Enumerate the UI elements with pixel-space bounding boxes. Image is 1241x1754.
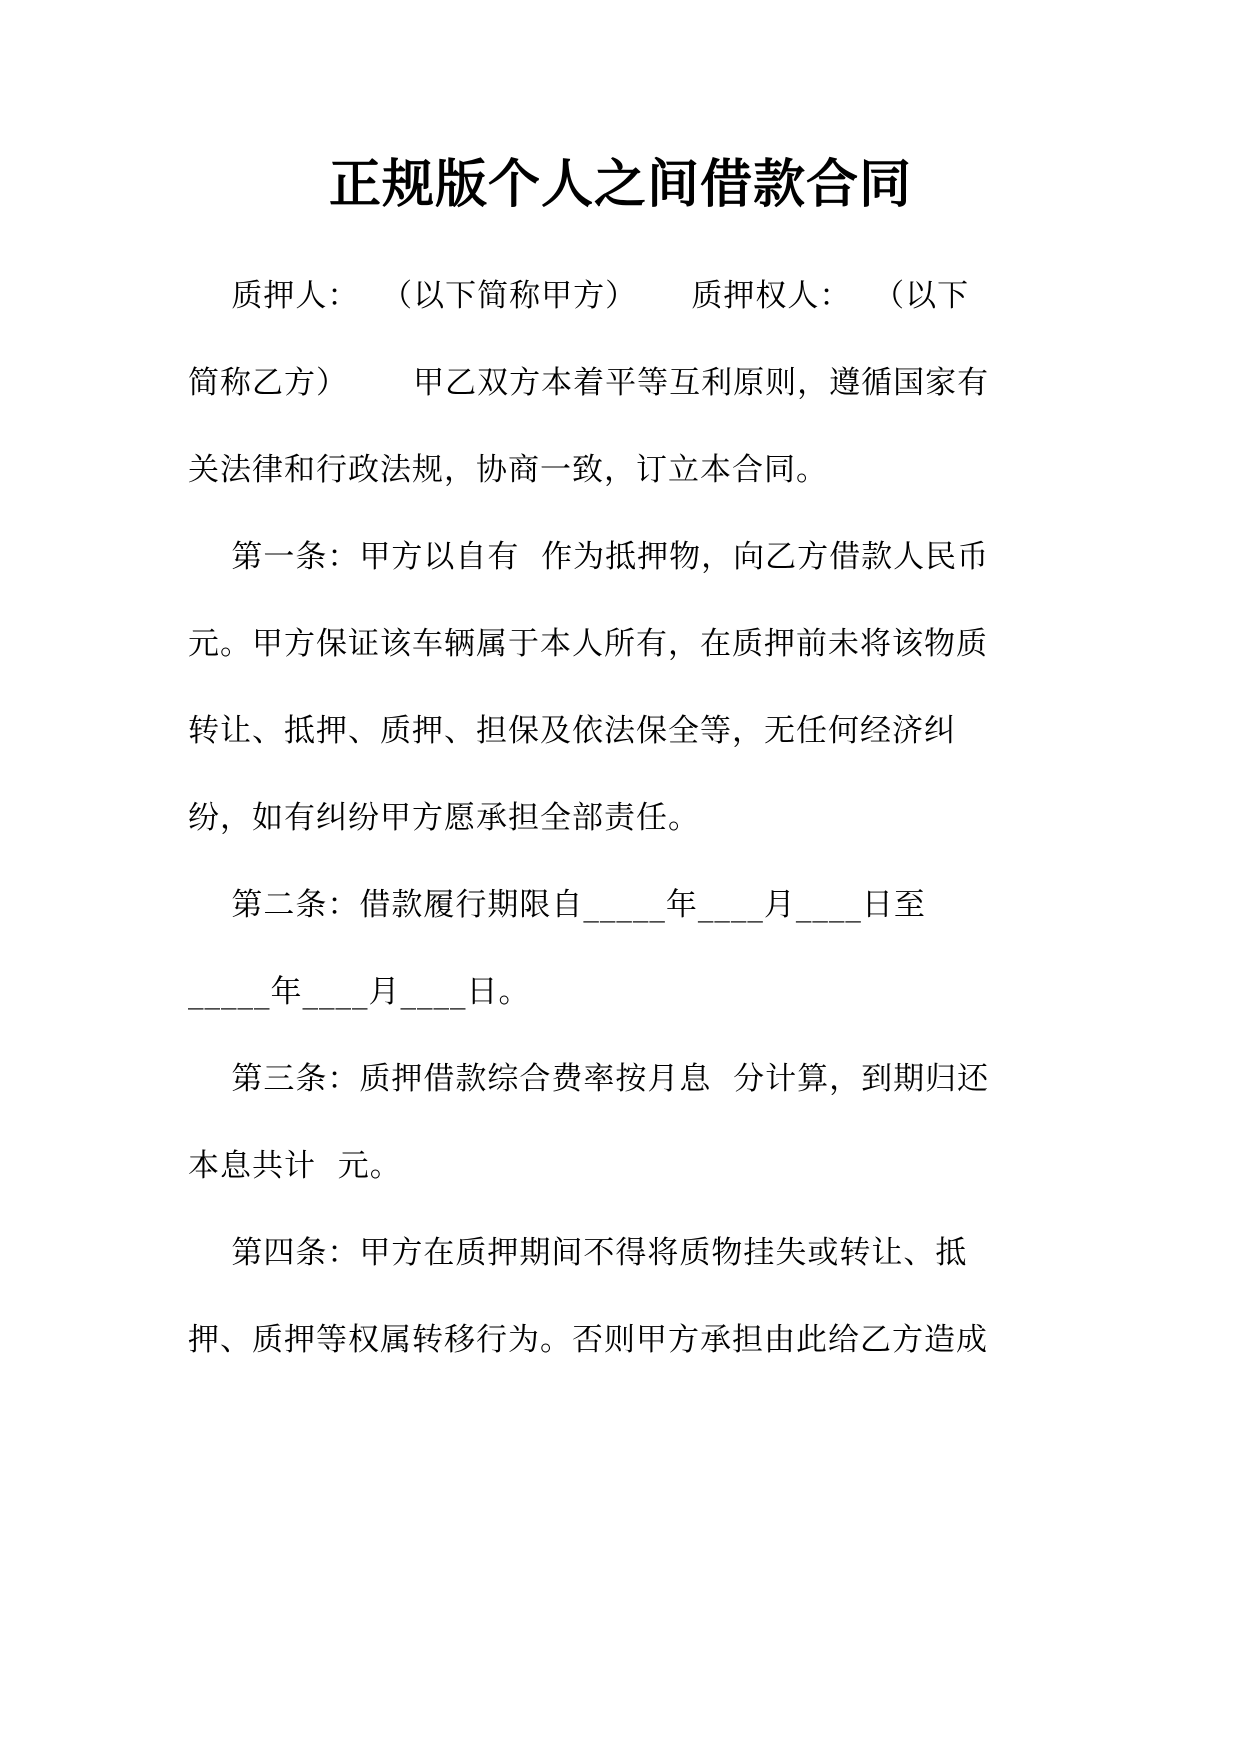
paragraph-line: _____年____月____日。 xyxy=(188,974,531,1010)
paragraph-line: 关法律和行政法规，协商一致，订立本合同。 xyxy=(188,452,828,488)
paragraph-line: 纷，如有纠纷甲方愿承担全部责任。 xyxy=(188,800,700,836)
paragraph-line: 第四条：甲方在质押期间不得将质物挂失或转让、抵 xyxy=(188,1235,968,1271)
paragraph-line: 第一条：甲方以自有 作为抵押物，向乙方借款人民币 xyxy=(188,539,990,575)
paragraph-line: 押、质押等权属转移行为。否则甲方承担由此给乙方造成 xyxy=(188,1322,988,1358)
paragraph-line: 第二条：借款履行期限自_____年____月____日至 xyxy=(188,887,926,923)
paragraph-line: 元。甲方保证该车辆属于本人所有，在质押前未将该物质 xyxy=(188,626,988,662)
paragraph-line: 本息共计 元。 xyxy=(188,1148,402,1184)
paragraph-line: 转让、抵押、质押、担保及依法保全等，无任何经济纠 xyxy=(188,713,956,749)
document-title: 正规版个人之间借款合同 xyxy=(328,154,912,215)
paragraph-line: 第三条：质押借款综合费率按月息 分计算，到期归还 xyxy=(188,1061,990,1097)
paragraph-line: 简称乙方） 甲乙双方本着平等互利原则，遵循国家有 xyxy=(188,365,990,401)
paragraph-line: 质押人： （以下简称甲方） 质押权人： （以下 xyxy=(188,278,970,314)
